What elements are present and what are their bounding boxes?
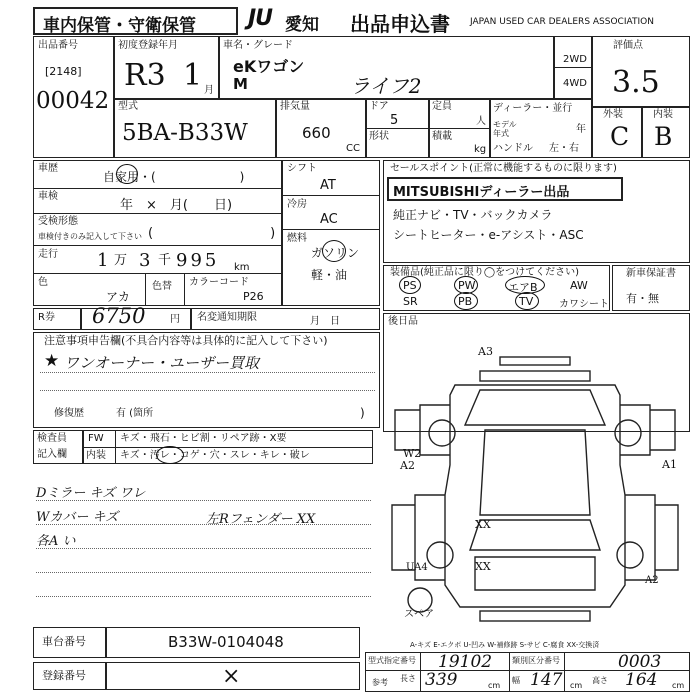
repair-value: 有 (箇所 xyxy=(116,408,154,419)
color-value: アカ xyxy=(106,290,130,304)
chassis-number: B33W-0104048 xyxy=(168,633,284,651)
inspection-type-label: 受検形態 xyxy=(38,216,78,227)
inspection-value: 年 × 月( 日) xyxy=(120,198,233,213)
warranty-value: 有・無 xyxy=(626,292,659,305)
mark-a1: A1 xyxy=(662,458,677,471)
capacity-unit: 人 xyxy=(476,116,486,127)
month-unit: 月 xyxy=(204,85,214,96)
doors: 5 xyxy=(390,113,399,128)
int-label: 内装 xyxy=(653,109,673,120)
note-1: ワンオーナー・ユーザー買取 xyxy=(64,354,260,372)
handle-label: ハンドル xyxy=(493,143,533,154)
listing-sub-number: [2148] xyxy=(45,65,82,78)
notes-label: 注意事項申告欄(不具合内容等は具体的に記入して下さい) xyxy=(44,334,328,347)
history-label: 車歴 xyxy=(38,163,58,174)
r-ticket-value: 6750 xyxy=(92,304,146,328)
tv-circle xyxy=(515,292,539,310)
width-value: 147 xyxy=(530,670,563,690)
comment-4: 各A い xyxy=(36,534,76,549)
rating: 3.5 xyxy=(612,65,660,100)
length-label: 長さ xyxy=(400,674,416,683)
mileage-sen: 3 xyxy=(139,250,151,271)
km-unit: km xyxy=(234,262,250,273)
comment-line-2 xyxy=(36,524,371,525)
interior-head: 内装 xyxy=(86,450,106,461)
interior-items: キズ・汚レ・コゲ・穴・スレ・キレ・破レ xyxy=(120,450,310,461)
inspection-type-paren: ( ) xyxy=(148,226,276,241)
mark-a2-right: A2 xyxy=(645,575,659,586)
notice-value: 月 日 xyxy=(310,316,340,327)
spec-label: 型式指定番号 xyxy=(368,656,416,665)
model-code: 5BA-B33W xyxy=(122,120,248,146)
color-code-label: カラーコード xyxy=(189,277,249,288)
ext-grade: C xyxy=(610,122,630,151)
ju-logo: JU xyxy=(248,6,273,31)
grade-m: M xyxy=(233,75,248,93)
load-label: 積載 xyxy=(432,131,452,142)
association-name: JAPAN USED CAR DEALERS ASSOCIATION xyxy=(470,17,654,27)
comment-3: 左Rフェンダー XX xyxy=(206,512,316,527)
width-cm: cm xyxy=(570,681,583,690)
mark-a3: A3 xyxy=(478,345,493,358)
man-unit: 万 xyxy=(114,253,128,268)
registration-value: × xyxy=(222,664,241,689)
comment-1: Dミラー キズ ワレ xyxy=(36,486,146,501)
inspector-label-1: 検査員 xyxy=(37,433,67,444)
yen-unit: 円 xyxy=(170,314,180,325)
car-name: eKワゴン xyxy=(233,57,305,76)
equip-pw: PW xyxy=(458,279,476,292)
comment-line-4 xyxy=(36,572,371,573)
class-label: 類別区分番号 xyxy=(512,656,560,665)
sen-unit: 千 xyxy=(158,253,172,268)
mark-xx-1: XX xyxy=(475,518,491,531)
spec-value: 19102 xyxy=(438,652,493,672)
comment-line-3 xyxy=(36,548,371,549)
shape-label: 形状 xyxy=(369,131,389,142)
car-roof xyxy=(480,430,590,515)
int-grade: B xyxy=(654,122,673,151)
handle-value: 左・右 xyxy=(549,143,579,154)
private-use-circle xyxy=(116,164,138,184)
mark-ua4: UA4 xyxy=(406,562,428,573)
type-label: 型式 xyxy=(118,101,138,112)
mark-w2: W2 xyxy=(403,447,422,460)
selling-point-1: MITSUBISHIディーラー出品 xyxy=(393,185,570,200)
inspector-label-2: 記入欄 xyxy=(37,449,67,460)
mileage-rest: 995 xyxy=(176,250,220,271)
aftermarket-label: 後日品 xyxy=(388,316,418,327)
length-cm: cm xyxy=(488,681,501,690)
mileage-man: 1 xyxy=(97,250,109,271)
equip-pb: PB xyxy=(458,295,473,308)
equip-leather-seat: カワシート xyxy=(559,299,609,310)
spare-label: スペア xyxy=(404,609,434,620)
color-label: 色 xyxy=(38,277,48,288)
drive-2wd: 2WD xyxy=(563,54,587,65)
selling-point-2: 純正ナビ・TV・バックカメラ xyxy=(393,208,553,222)
model-year-label: モデル年式 xyxy=(493,120,517,138)
year-unit: 年 xyxy=(576,124,586,135)
fuel-gasoline: ガソリン xyxy=(311,246,360,260)
ac-label: 冷房 xyxy=(287,199,307,210)
first-reg-era: R3 xyxy=(124,58,166,93)
dealer-label: ディーラー・並行 xyxy=(493,103,573,114)
width-label: 幅 xyxy=(512,676,520,685)
mark-xx-2: XX xyxy=(475,560,491,573)
stain-circle xyxy=(156,446,184,464)
fw-head: FW xyxy=(88,433,104,444)
comment-2: Wカバー キズ xyxy=(36,510,119,525)
notes-line-2 xyxy=(40,390,375,391)
height-value: 164 xyxy=(625,670,658,690)
model-label: 車名・グレード xyxy=(223,40,293,51)
fw-items: キズ・飛石・ヒビ割・リペア跡・X要 xyxy=(120,433,287,444)
ps-circle xyxy=(399,276,421,294)
grade-note: ライフ2 xyxy=(350,74,422,98)
registration-label: 登録番号 xyxy=(42,669,86,682)
cc-unit: CC xyxy=(346,143,360,154)
dims-label: 参考 xyxy=(372,678,388,687)
shift-label: シフト xyxy=(287,163,317,174)
form-title: 出品申込書 xyxy=(350,12,450,36)
first-reg-month: 1 xyxy=(183,58,203,93)
equip-airbag: エアB xyxy=(508,281,538,294)
fuel-light-oil: 軽・油 xyxy=(311,268,348,282)
car-trunk xyxy=(475,557,595,590)
displacement-label: 排気量 xyxy=(280,101,310,112)
color-code: P26 xyxy=(243,290,264,303)
storage-title: 車内保管・守衛保管 xyxy=(43,16,196,36)
repair-close-paren: ) xyxy=(360,406,365,420)
height-label: 高さ xyxy=(592,676,608,685)
inspection-type-note: 車検付きのみ記入して下さい xyxy=(38,232,142,241)
drive-4wd: 4WD xyxy=(563,78,587,89)
displacement: 660 xyxy=(302,124,331,142)
note-star: ★ xyxy=(44,351,60,371)
notice-label: 名変通知期限 xyxy=(197,312,257,323)
first-reg-label: 初度登録年月 xyxy=(118,40,178,51)
car-hood xyxy=(465,390,605,425)
car-outline xyxy=(445,385,625,607)
equip-ps: PS xyxy=(403,279,417,292)
ext-label: 外装 xyxy=(603,109,623,120)
rating-label: 評価点 xyxy=(613,40,643,51)
listing-number-label: 出品番号 xyxy=(38,40,78,51)
height-cm: cm xyxy=(672,681,685,690)
repaint-label: 色替 xyxy=(152,281,172,292)
gasoline-circle xyxy=(322,240,346,262)
doors-label: ドア xyxy=(369,101,389,112)
equip-aw: AW xyxy=(570,279,588,292)
length-value: 339 xyxy=(425,670,458,690)
load-unit: kg xyxy=(474,144,487,155)
selling-point-3: シートヒーター・e-アシスト・ASC xyxy=(393,228,584,242)
shift-value: AT xyxy=(320,178,336,193)
r-ticket-label: R券 xyxy=(38,312,55,323)
car-diagram xyxy=(380,345,690,635)
notes-line-1 xyxy=(40,372,375,373)
equipment-label: 装備品(純正品に限り◯をつけてください) xyxy=(390,267,579,278)
pb-circle xyxy=(454,292,478,310)
mileage-label: 走行 xyxy=(38,249,58,260)
org-name: 愛知 xyxy=(285,15,319,35)
ac-value: AC xyxy=(320,212,338,227)
diagram-legend: A-キズ E-エクボ U-凹み W-補修跡 S-サビ C-腐食 XX-交換済 xyxy=(410,641,600,649)
capacity-label: 定員 xyxy=(432,101,452,112)
comment-line-1 xyxy=(36,500,371,501)
selling-points-label: セールスポイント(正常に機能するものに限ります) xyxy=(390,163,617,174)
chassis-label: 車台番号 xyxy=(42,635,86,648)
warranty-label: 新車保証書 xyxy=(626,268,676,279)
history-value: 自家用・( ) xyxy=(103,170,245,184)
listing-number: 00042 xyxy=(36,88,110,114)
fuel-label: 燃料 xyxy=(287,233,307,244)
equip-sr: SR xyxy=(403,295,418,308)
equip-tv: TV xyxy=(519,295,534,308)
inspection-label: 車検 xyxy=(38,191,58,202)
repair-label: 修復歴 xyxy=(54,408,84,419)
mark-a2-left: A2 xyxy=(400,459,415,472)
class-value: 0003 xyxy=(618,652,662,672)
comment-line-5 xyxy=(36,596,371,597)
